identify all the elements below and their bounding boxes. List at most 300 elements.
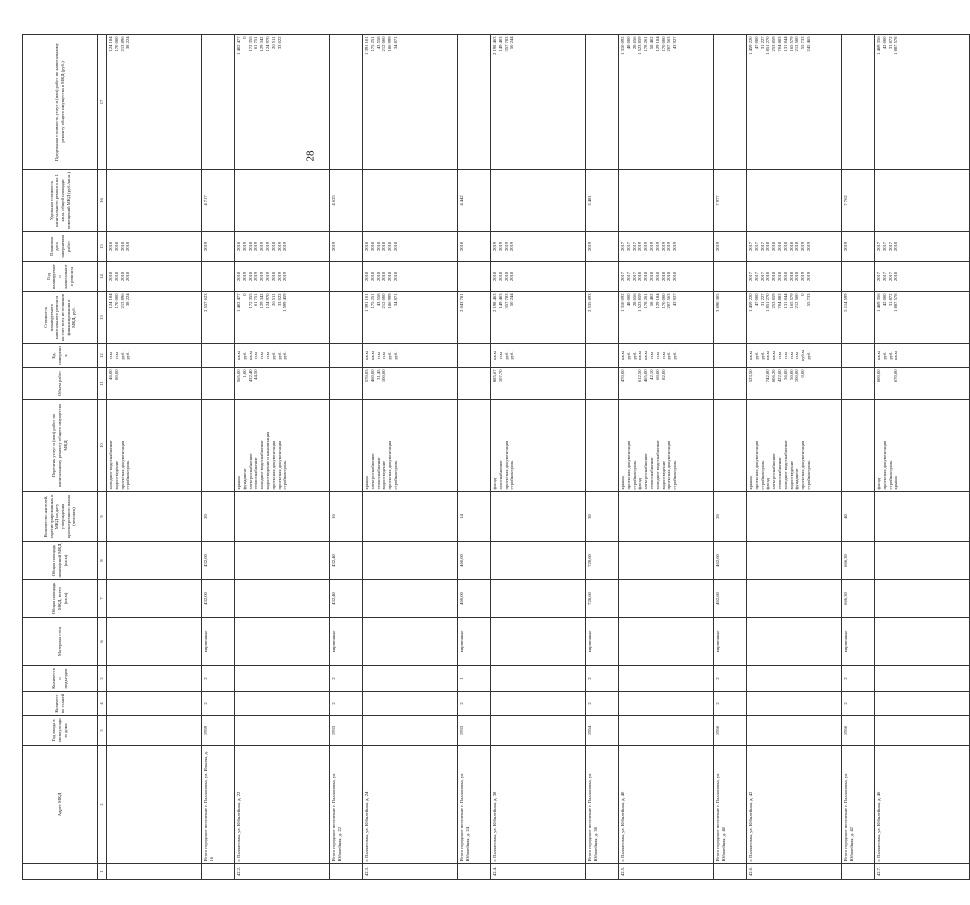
cell-address: г. Палласовка, ул. Юбилейная, д. 38	[491, 746, 586, 864]
cell-unit-cost	[747, 170, 842, 232]
cell-entrances	[235, 666, 330, 692]
cell-unit-cost	[363, 170, 458, 232]
cell-units	[619, 344, 714, 368]
line-value: 170 000	[113, 293, 119, 309]
line-value: 175 251	[369, 293, 375, 309]
line-value: 170 000	[660, 36, 666, 52]
capital-repair-table	[22, 34, 970, 880]
line-value: кв.м	[369, 351, 375, 360]
line-value: 178 261	[643, 293, 649, 309]
cell-address: г. Палласовка, ул. Юбилейная, д. 40	[619, 746, 714, 864]
cell-finish-years	[363, 232, 458, 262]
line-value: 2018	[381, 241, 387, 252]
line-value: 2018	[247, 241, 253, 252]
line-value: 124 184	[108, 293, 113, 309]
line-value: 80,00	[113, 369, 119, 380]
line-value: 2018	[364, 241, 369, 252]
column-number-row	[98, 35, 107, 880]
line-value: 129 184	[654, 36, 660, 52]
cell-area-total	[619, 580, 714, 618]
cell-costs	[491, 292, 586, 344]
cell-finish-year: 2018	[458, 232, 491, 262]
cell-total-label: Итого городское поселение г. Палласовка, ул. Юбилейная, д. 24	[458, 746, 491, 864]
cell-unit-cost: 4 625	[330, 170, 363, 232]
line-value: 2018	[794, 271, 800, 282]
line-value: проектная документация	[119, 440, 125, 490]
line-value: руб.	[387, 351, 393, 360]
line-value: руб.	[270, 351, 276, 360]
cell-total-label: Итого городское поселение г. Палласовка, ул. Юбилейная, д. 38	[586, 746, 619, 864]
line-value: 42,10	[648, 369, 654, 380]
line-value: кв.м	[765, 351, 771, 360]
line-value: 2019	[282, 271, 288, 282]
cell-empty	[330, 864, 363, 880]
line-value: 670,00	[893, 369, 899, 383]
cell-works	[875, 400, 970, 492]
cell-limit-costs	[619, 35, 714, 170]
line-value: 1 599 459	[282, 293, 288, 312]
line-value: стройконтроль	[672, 460, 678, 490]
cell-year: 1933	[330, 716, 363, 746]
col-number-16: 16	[98, 170, 107, 232]
line-value: теплоснабжение	[776, 457, 782, 490]
header-col-12: Ед. измерения	[23, 344, 98, 368]
line-value	[806, 370, 812, 398]
header-col-1	[23, 864, 98, 880]
cell-floors	[235, 692, 330, 716]
line-value: 213 896	[119, 293, 125, 309]
line-value: 43 927	[672, 36, 678, 50]
cell-entrances: 2	[586, 666, 619, 692]
line-value: 2018	[794, 241, 800, 252]
cell-limit-costs	[363, 35, 458, 170]
line-value: 43 927	[672, 293, 678, 307]
line-value: 2018	[782, 271, 788, 282]
cell-costs	[619, 292, 714, 344]
line-value: 2019	[503, 241, 509, 252]
line-value: 2017	[748, 271, 753, 282]
cell-finish-year: 2019	[586, 232, 619, 262]
line-value: 2018	[375, 241, 381, 252]
line-value: 2019	[492, 241, 497, 252]
line-value: теплоснабжение	[375, 457, 381, 490]
line-value: 149 403	[497, 36, 503, 52]
line-value: холодное водоснабжение	[259, 440, 265, 490]
cell-total-label: Итого городское поселение г. Палласовка, ул. Юбилейная, д. 42	[842, 746, 875, 864]
line-value: 2018	[648, 271, 654, 282]
line-value: 2018	[387, 241, 393, 252]
cell-area-rooms: 460,00	[458, 542, 491, 580]
line-value: 31 872	[887, 36, 893, 50]
line-value: 131 844	[782, 36, 788, 52]
line-value: куб.м	[800, 350, 806, 361]
total-row	[202, 35, 235, 880]
line-value: 2017	[881, 241, 887, 252]
cell-residents	[619, 492, 714, 542]
cell-works	[235, 400, 330, 492]
line-value: теплоснабжение	[253, 457, 259, 490]
cell-entrances: 2	[330, 666, 363, 692]
line-value: 2017	[753, 241, 759, 252]
cell-residents: 30	[586, 492, 619, 542]
line-value: стройконтроль	[887, 460, 893, 490]
cell-area-rooms: 728,60	[586, 542, 619, 580]
cell-walls: кирпичные	[330, 618, 363, 666]
line-value: 212 000	[381, 293, 387, 309]
line-value: 56,00	[782, 369, 788, 380]
line-value: п.м	[648, 352, 654, 359]
header-col-14: Год планируемого капитального ремонта	[23, 262, 98, 292]
line-value: проектная документация	[753, 440, 759, 490]
line-value: 0,00	[800, 369, 806, 378]
cell-empty	[202, 368, 235, 400]
line-value: 432,40	[247, 369, 253, 383]
cell-empty	[714, 400, 747, 492]
col-number-8: 8	[98, 542, 107, 580]
line-value: 1 459 220	[748, 36, 753, 55]
col-number-10: 10	[98, 400, 107, 492]
col-number-6: 6	[98, 618, 107, 666]
cell-year: 1954	[586, 716, 619, 746]
line-value: руб.	[631, 351, 637, 360]
header-col-5: Количество подъездов	[23, 666, 98, 692]
line-value: кв.м	[236, 351, 241, 360]
cell-plan-years	[235, 262, 330, 292]
col-number-14: 14	[98, 262, 107, 292]
line-value: 460,00	[369, 369, 375, 383]
line-value: 1 887 578	[893, 293, 899, 312]
cell-walls	[747, 618, 842, 666]
line-value: 31 872	[887, 293, 893, 307]
cell-empty	[330, 262, 363, 292]
header-col-6: Материал стен	[23, 618, 98, 666]
cell-entrances: 2	[842, 666, 875, 692]
line-value: 1 391 101	[364, 36, 369, 55]
line-value: 100,00	[794, 369, 800, 383]
cell-area-total	[363, 580, 458, 618]
line-value: водоотведение	[788, 460, 794, 490]
header-col-10: Перечень услуг и (или) работ по капитальному ремонту общего имущества МКД	[23, 400, 98, 492]
line-value: п.м	[108, 352, 113, 359]
col-number-2: 2	[98, 746, 107, 864]
line-value: 186 999	[387, 293, 393, 309]
line-value: 2018	[119, 241, 125, 252]
line-value: крыша	[364, 476, 369, 490]
cell-empty	[202, 262, 235, 292]
cell-empty	[842, 344, 875, 368]
line-value: 357 783	[503, 36, 509, 52]
cell-address: г. Палласовка, ул. Юбилейная, д. 46	[875, 746, 970, 864]
line-value: 186 999	[387, 36, 393, 52]
line-value: 253 859	[771, 36, 777, 52]
cell-walls	[363, 618, 458, 666]
cell-empty	[586, 262, 619, 292]
line-value: 2 198 463	[492, 36, 497, 55]
line-value: 2019	[509, 241, 515, 252]
line-value: 1 459 220	[748, 293, 753, 312]
line-value: 2019	[643, 241, 649, 252]
line-value: стройконтроль	[392, 460, 398, 490]
cell-units	[747, 344, 842, 368]
cell-empty	[586, 344, 619, 368]
line-value: 2 198 463	[492, 293, 497, 312]
cell-residents	[875, 492, 970, 542]
line-value: 2018	[503, 271, 509, 282]
line-value: 2017	[631, 241, 637, 252]
cell-area-rooms	[875, 542, 970, 580]
cell-year	[363, 716, 458, 746]
cell-unit-cost	[107, 170, 202, 232]
table-row	[491, 35, 586, 880]
line-value: крыша	[620, 476, 625, 490]
line-value: 212 500	[794, 293, 800, 309]
cell-works	[107, 400, 202, 492]
line-value: 2017	[876, 241, 881, 252]
cell-unit-cost: 7 977	[714, 170, 747, 232]
cell-area-rooms: 666,30	[842, 542, 875, 580]
line-value: 2018	[893, 241, 899, 252]
header-col-17: Предельная стоимость услуг и (или) работ по капитальному ремонту общего имущества в МКД (руб.)	[23, 35, 98, 170]
line-value: 170 000	[660, 293, 666, 309]
cell-address: г. Палласовка, ул. Юбилейная, д. 24	[363, 746, 458, 864]
cell-empty	[842, 864, 875, 880]
line-value: 2018	[776, 241, 782, 252]
header-col-11: Объем работ	[23, 368, 98, 400]
line-value: 1 469 356	[876, 36, 881, 55]
line-value: 245 465	[805, 36, 811, 52]
line-value	[672, 370, 678, 398]
cell-finish-year: 2019	[842, 232, 875, 262]
line-value: проектная документация	[503, 440, 509, 490]
line-value: 2018	[776, 271, 782, 282]
cell-plan-years	[107, 262, 202, 292]
line-value: 33 022	[276, 293, 282, 307]
line-value: 2018	[497, 271, 503, 282]
line-value: 2019	[660, 241, 666, 252]
line-value: п.м	[497, 352, 503, 359]
line-value: 2019	[805, 271, 811, 282]
line-value: стройконтроль	[509, 460, 515, 490]
line-value: п.м	[381, 352, 387, 359]
line-value: водоотведение	[660, 460, 666, 490]
header-col-4: Количество этажей	[23, 692, 98, 716]
cell-finish-years	[747, 232, 842, 262]
cell-year	[107, 716, 202, 746]
cell-plan-years	[363, 262, 458, 292]
line-value: 2018	[270, 271, 276, 282]
line-value: 55 733	[805, 293, 811, 307]
line-value: водоотведение и канализация	[264, 431, 270, 490]
line-value: 42 000	[881, 36, 887, 50]
cell-year	[235, 716, 330, 746]
line-value: 213 896	[119, 36, 125, 52]
table-row	[363, 35, 458, 880]
line-value: крыша	[236, 476, 241, 490]
line-value: 2018	[771, 241, 777, 252]
line-value	[282, 370, 288, 398]
cell-year: 1956	[842, 716, 875, 746]
cell-area-total	[491, 580, 586, 618]
line-value: 2017	[753, 271, 759, 282]
line-value: 2018	[788, 271, 794, 282]
line-value: руб.	[503, 351, 509, 360]
line-value: 38 224	[125, 36, 131, 50]
cell-walls: кирпичные	[714, 618, 747, 666]
line-value	[282, 37, 288, 168]
cell-area-total: 666,30	[842, 580, 875, 618]
line-value: 600,00	[876, 369, 881, 383]
cell-walls	[107, 618, 202, 666]
line-value: 2018	[643, 271, 649, 282]
line-value: 28 656	[631, 293, 637, 307]
line-value: кв.м	[876, 351, 881, 360]
cell-walls: кирпичные	[458, 618, 491, 666]
line-value: холодное водоснабжение	[782, 440, 788, 490]
line-value: руб.	[753, 351, 759, 360]
cell-works	[491, 400, 586, 492]
table-row	[619, 35, 714, 880]
line-value: 2019	[276, 271, 282, 282]
col-number-7: 7	[98, 580, 107, 618]
cell-costs	[235, 292, 330, 344]
cell-units	[491, 344, 586, 368]
line-value: 2019	[259, 271, 265, 282]
line-value: 2019	[276, 241, 282, 252]
line-value: водоотведение	[113, 460, 119, 490]
cell-empty	[330, 344, 363, 368]
cell-year	[747, 716, 842, 746]
line-value: 26 511	[270, 293, 276, 306]
line-value: 44,50	[253, 369, 259, 380]
col-number-1: 1	[98, 864, 107, 880]
line-value: проектная документация	[387, 440, 393, 490]
cell-empty	[458, 400, 491, 492]
header-col-13: Стоимость планируемого капитального ремонта на счет всех источников финансирования в МКД, руб.	[23, 292, 98, 344]
line-value: 31,45	[375, 369, 381, 380]
cell-volumes	[747, 368, 842, 400]
cell-floors	[363, 692, 458, 716]
cell-address: г. Палласовка, ул. Юбилейная, д. 22	[235, 746, 330, 864]
line-value: крыша	[748, 476, 753, 490]
line-value: 2017	[887, 271, 893, 282]
line-value: 0	[241, 293, 247, 296]
cell-costs	[875, 292, 970, 344]
line-value: 31 227	[759, 36, 765, 50]
line-value: п.м	[264, 352, 270, 359]
col-number-5: 5	[98, 666, 107, 692]
line-value: 33 022	[276, 36, 282, 50]
line-value: кв.м	[748, 351, 753, 360]
cell-no: 42.6.	[747, 864, 842, 880]
line-value: п.м	[788, 352, 794, 359]
cell-entrances: 2	[714, 666, 747, 692]
line-value: 2017	[620, 241, 625, 252]
line-value: п.м	[776, 352, 782, 359]
cell-area-rooms	[363, 542, 458, 580]
cell-entrances	[747, 666, 842, 692]
total-row	[714, 35, 747, 880]
line-value: фундамент	[794, 468, 800, 490]
cell-area-total: 432,40	[330, 580, 363, 618]
cell-empty	[714, 864, 747, 880]
cell-plan-years	[747, 262, 842, 292]
table-row	[875, 35, 970, 880]
cell-units	[235, 344, 330, 368]
cell-finish-year: 2019	[202, 232, 235, 262]
col-number-15: 15	[98, 232, 107, 262]
cell-walls: кирпичные	[202, 618, 235, 666]
line-value: стройконтроль	[282, 460, 288, 490]
line-value: 357 783	[503, 293, 509, 309]
cell-limit-costs	[235, 35, 330, 170]
line-value: 1 310 092	[620, 293, 625, 312]
cell-year: 1933	[458, 716, 491, 746]
line-value: стройконтроль	[759, 460, 765, 490]
line-value: п.м	[654, 352, 660, 359]
cell-finish-years	[235, 232, 330, 262]
cell-empty	[202, 400, 235, 492]
line-value: 2017	[748, 241, 753, 252]
cell-units	[363, 344, 458, 368]
line-value: 2018	[765, 241, 771, 252]
line-value: 2019	[282, 241, 288, 252]
line-value: 2018	[108, 241, 113, 252]
line-value: газоснабжение	[497, 460, 503, 490]
line-value: фундамент	[241, 468, 247, 490]
line-value: 2019	[253, 271, 259, 282]
line-value: 2018	[765, 271, 771, 282]
cell-limit	[330, 35, 363, 170]
cell-total-label: Итого городское поселение г. Палласовка, ул. Юбилейная, д. 40	[714, 746, 747, 864]
line-value: 212 500	[794, 36, 800, 52]
cell-total-label: Итого городское поселение г. Палласовка, ул. Ильича, д. 16	[202, 746, 235, 864]
line-value: 2017	[881, 271, 887, 282]
line-value: руб.	[119, 351, 125, 360]
cell-area-rooms	[491, 542, 586, 580]
cell-entrances	[363, 666, 458, 692]
cell-area-rooms: 432,00	[202, 542, 235, 580]
cell-finish-years	[107, 232, 202, 262]
line-value: 48 000	[625, 293, 631, 307]
line-value: 42 000	[881, 293, 887, 307]
cell-empty	[458, 368, 491, 400]
cell-area-total: 460,00	[458, 580, 491, 618]
total-row	[842, 35, 875, 880]
line-value: руб.	[282, 351, 288, 360]
cell-floors	[107, 692, 202, 716]
line-value: 2017	[876, 271, 881, 282]
line-value: холодное водоснабжение	[654, 440, 660, 490]
cell-empty	[330, 400, 363, 492]
line-value: 1 469 356	[876, 293, 881, 312]
line-value: 1 851 270	[765, 36, 771, 55]
line-value: руб.	[666, 351, 672, 360]
cell-empty	[714, 262, 747, 292]
line-value: 1 887 578	[893, 36, 899, 55]
line-value: 2017	[631, 271, 637, 282]
cell-unit-cost	[491, 170, 586, 232]
line-value: руб.	[625, 351, 631, 360]
cell-finish-years	[491, 232, 586, 262]
line-value: теплоснабжение	[648, 457, 654, 490]
line-value: 1 391 101	[364, 293, 369, 312]
line-value: 2018	[771, 271, 777, 282]
line-value: 100,00	[381, 369, 387, 383]
line-value: 2018	[247, 271, 253, 282]
col-number-17: 17	[98, 35, 107, 170]
cell-unit-cost	[619, 170, 714, 232]
line-value: 2019	[264, 241, 270, 252]
